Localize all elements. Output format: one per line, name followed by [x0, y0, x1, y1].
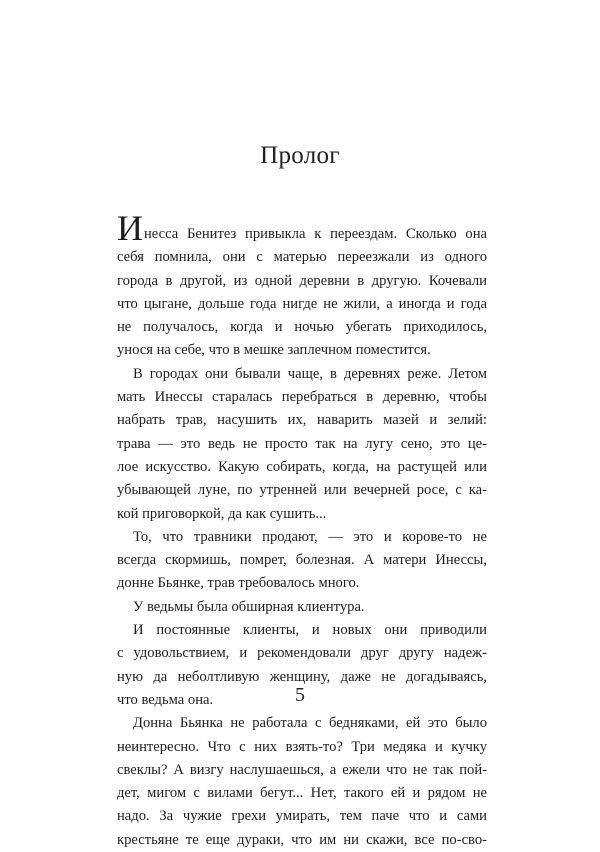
text-line: Донна Бьянка не работала с бедняками, ей это было: [133, 715, 487, 732]
text-line: убывающей луне, по утренней или вечерней росе, с ка-: [117, 482, 487, 499]
drop-cap: И: [117, 208, 143, 248]
text-line: мать Инессы старалась перебраться в деревню, чтобы: [117, 389, 487, 406]
text-line: не получалось, когда и ночью убегать приходилось,: [117, 319, 487, 336]
text-line: что цыгане, дольше года нигде не жили, а иногда и года: [117, 295, 487, 312]
text-line: кой приговоркой, да как сушить...: [117, 505, 327, 522]
text-line: В городах они бывали чаще, в деревнях реже. Летом: [133, 365, 487, 382]
text-line: свеклы? А визгу наслушаешься, а ежели что не так пой-: [117, 761, 487, 778]
text-line: с удовольствием, и рекомендовали друг другу надеж-: [117, 645, 487, 662]
text-line: всегда скормишь, помрет, болезная. А матери Инессы,: [117, 552, 487, 569]
text-line: донне Бьянке, трав требовалось много.: [117, 575, 360, 592]
text-line: унося на себе, что в мешке заплечном поместится.: [117, 342, 431, 359]
text-line: крестьяне те еще дураки, что им ни скажи, все по-сво-: [117, 831, 487, 848]
text-line: неинтересно. Что с них взять-то? Три медяка и кучку: [117, 738, 487, 755]
text-line: ную да неболтливую женщину, даже не догадываясь,: [117, 668, 487, 685]
text-line: города в другой, из одной деревни в другую. Кочевали: [117, 272, 487, 289]
first-line: [117, 208, 487, 248]
body-text: [117, 208, 487, 852]
page-number: 5: [295, 684, 305, 706]
text-line: И постоянные клиенты, и новых они приводили: [133, 622, 487, 639]
text-line: что ведьма она.: [117, 691, 214, 708]
text-line: несса Бенитез привыкла к переездам. Сколько она: [144, 226, 487, 242]
text-line: То, что травники продают, — это и корове-то не: [133, 528, 487, 545]
text-line: дет, мигом с вилами бегут... Нет, такого ей и рядом не: [117, 785, 487, 802]
text-line: лое искусство. Какую собирать, когда, на растущей или: [117, 458, 487, 475]
text-line: У ведьмы была обширная клиентура.: [133, 598, 365, 615]
chapter-title: Пролог: [260, 142, 340, 169]
text-line: набрать трав, насушить их, наварить мазей и зелий:: [117, 412, 487, 429]
text-line: надо. За чужие грехи умирать, тем паче что и сами: [117, 808, 487, 825]
text-line: трава — это ведь не просто так на лугу сено, это це-: [117, 435, 487, 452]
text-line: себя помнила, они с матерью переезжали из одного: [117, 249, 487, 266]
